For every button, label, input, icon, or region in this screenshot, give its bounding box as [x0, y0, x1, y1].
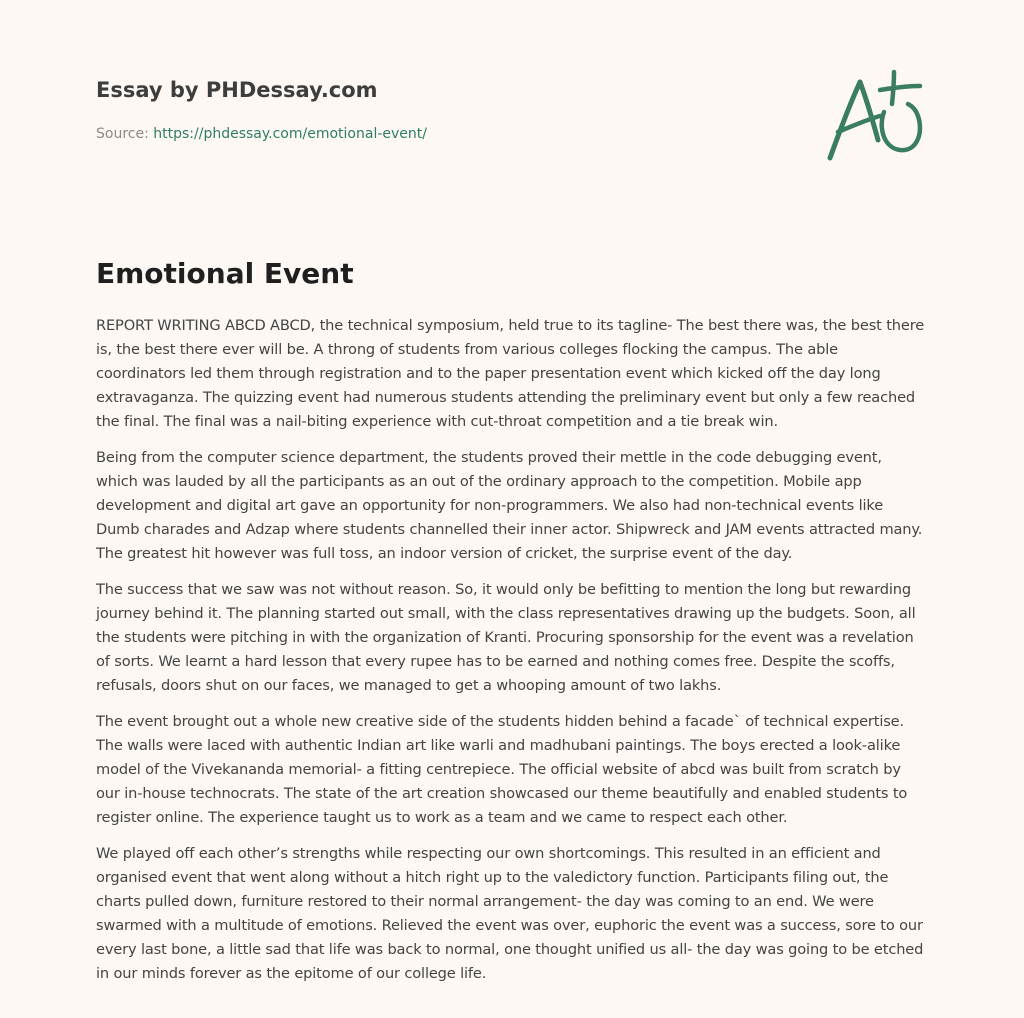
essay-paragraph: The event brought out a whole new creative side of the students hidden behind a facade` of technical expertise. The walls were laced with authentic Indian art like warli and madhubani paintings. The boys erected a look-alike model of the Vivekananda memorial- a fitting centrepiece. The official website of abcd was built from scratch by our in-house technocrats. The state of the art creation showcased our theme beautifully and enabled students to register online. The experience taught us to work as a team and we came to respect each other. — [96, 713, 908, 826]
page-header — [96, 76, 796, 144]
source-label: Source: — [96, 126, 154, 142]
essay-body — [96, 314, 928, 998]
a-plus-logo-icon — [822, 66, 932, 166]
essay-paragraph: Being from the computer science department, the students proved their mettle in the code debugging event, which was lauded by all the participants as an out of the ordinary approach to the competition. Mobile app development and digital art gave an opportunity for non-programmers. We also had non-technical events like Dumb charades and Adzap where students channelled their inner actor. Shipwreck and JAM events attracted many. The greatest hit however was full toss, an indoor version of cricket, the surprise event of the day. — [96, 449, 923, 562]
source-line — [96, 124, 796, 144]
brand-title: Essay by PHDessay.com — [96, 78, 378, 102]
essay-title: Emotional Event — [96, 257, 354, 290]
essay-paragraph: The success that we saw was not without reason. So, it would only be befitting to mention the long but rewarding journey behind it. The planning started out small, with the class representatives drawing up the budgets. Soon, all the students were pitching in with the organization of Kranti. Procuring sponsorship for the event was a revelation of sorts. We learnt a hard lesson that every rupee has to be earned and nothing comes free. Despite the scoffs, refusals, doors shut on our faces, we managed to get a whooping amount of two lakhs. — [96, 581, 916, 694]
source-link[interactable]: https://phdessay.com/emotional-event/ — [153, 126, 427, 142]
essay-paragraph: REPORT WRITING ABCD ABCD, the technical symposium, held true to its tagline- The best there was, the best there is, the best there ever will be. A throng of students from various colleges flocking the campus. The able coordinators led them through registration and to the paper presentation event which kicked off the day long extravaganza. The quizzing event had numerous students attending the preliminary event but only a few reached the final. The final was a nail-biting experience with cut-throat competition and a tie break win. — [96, 317, 925, 430]
essay-paragraph: We played off each other’s strengths while respecting our own shortcomings. This resulted in an efficient and organised event that went along without a hitch right up to the valedictory function. Participants filing out, the charts pulled down, furniture restored to their normal arrangement- the day was coming to an end. We were swarmed with a multitude of emotions. Relieved the event was over, euphoric the event was a success, sore to our every last bone, a little sad that life was back to normal, one thought unified us all- the day was going to be etched in our minds forever as the epitome of our college life. — [96, 845, 924, 982]
